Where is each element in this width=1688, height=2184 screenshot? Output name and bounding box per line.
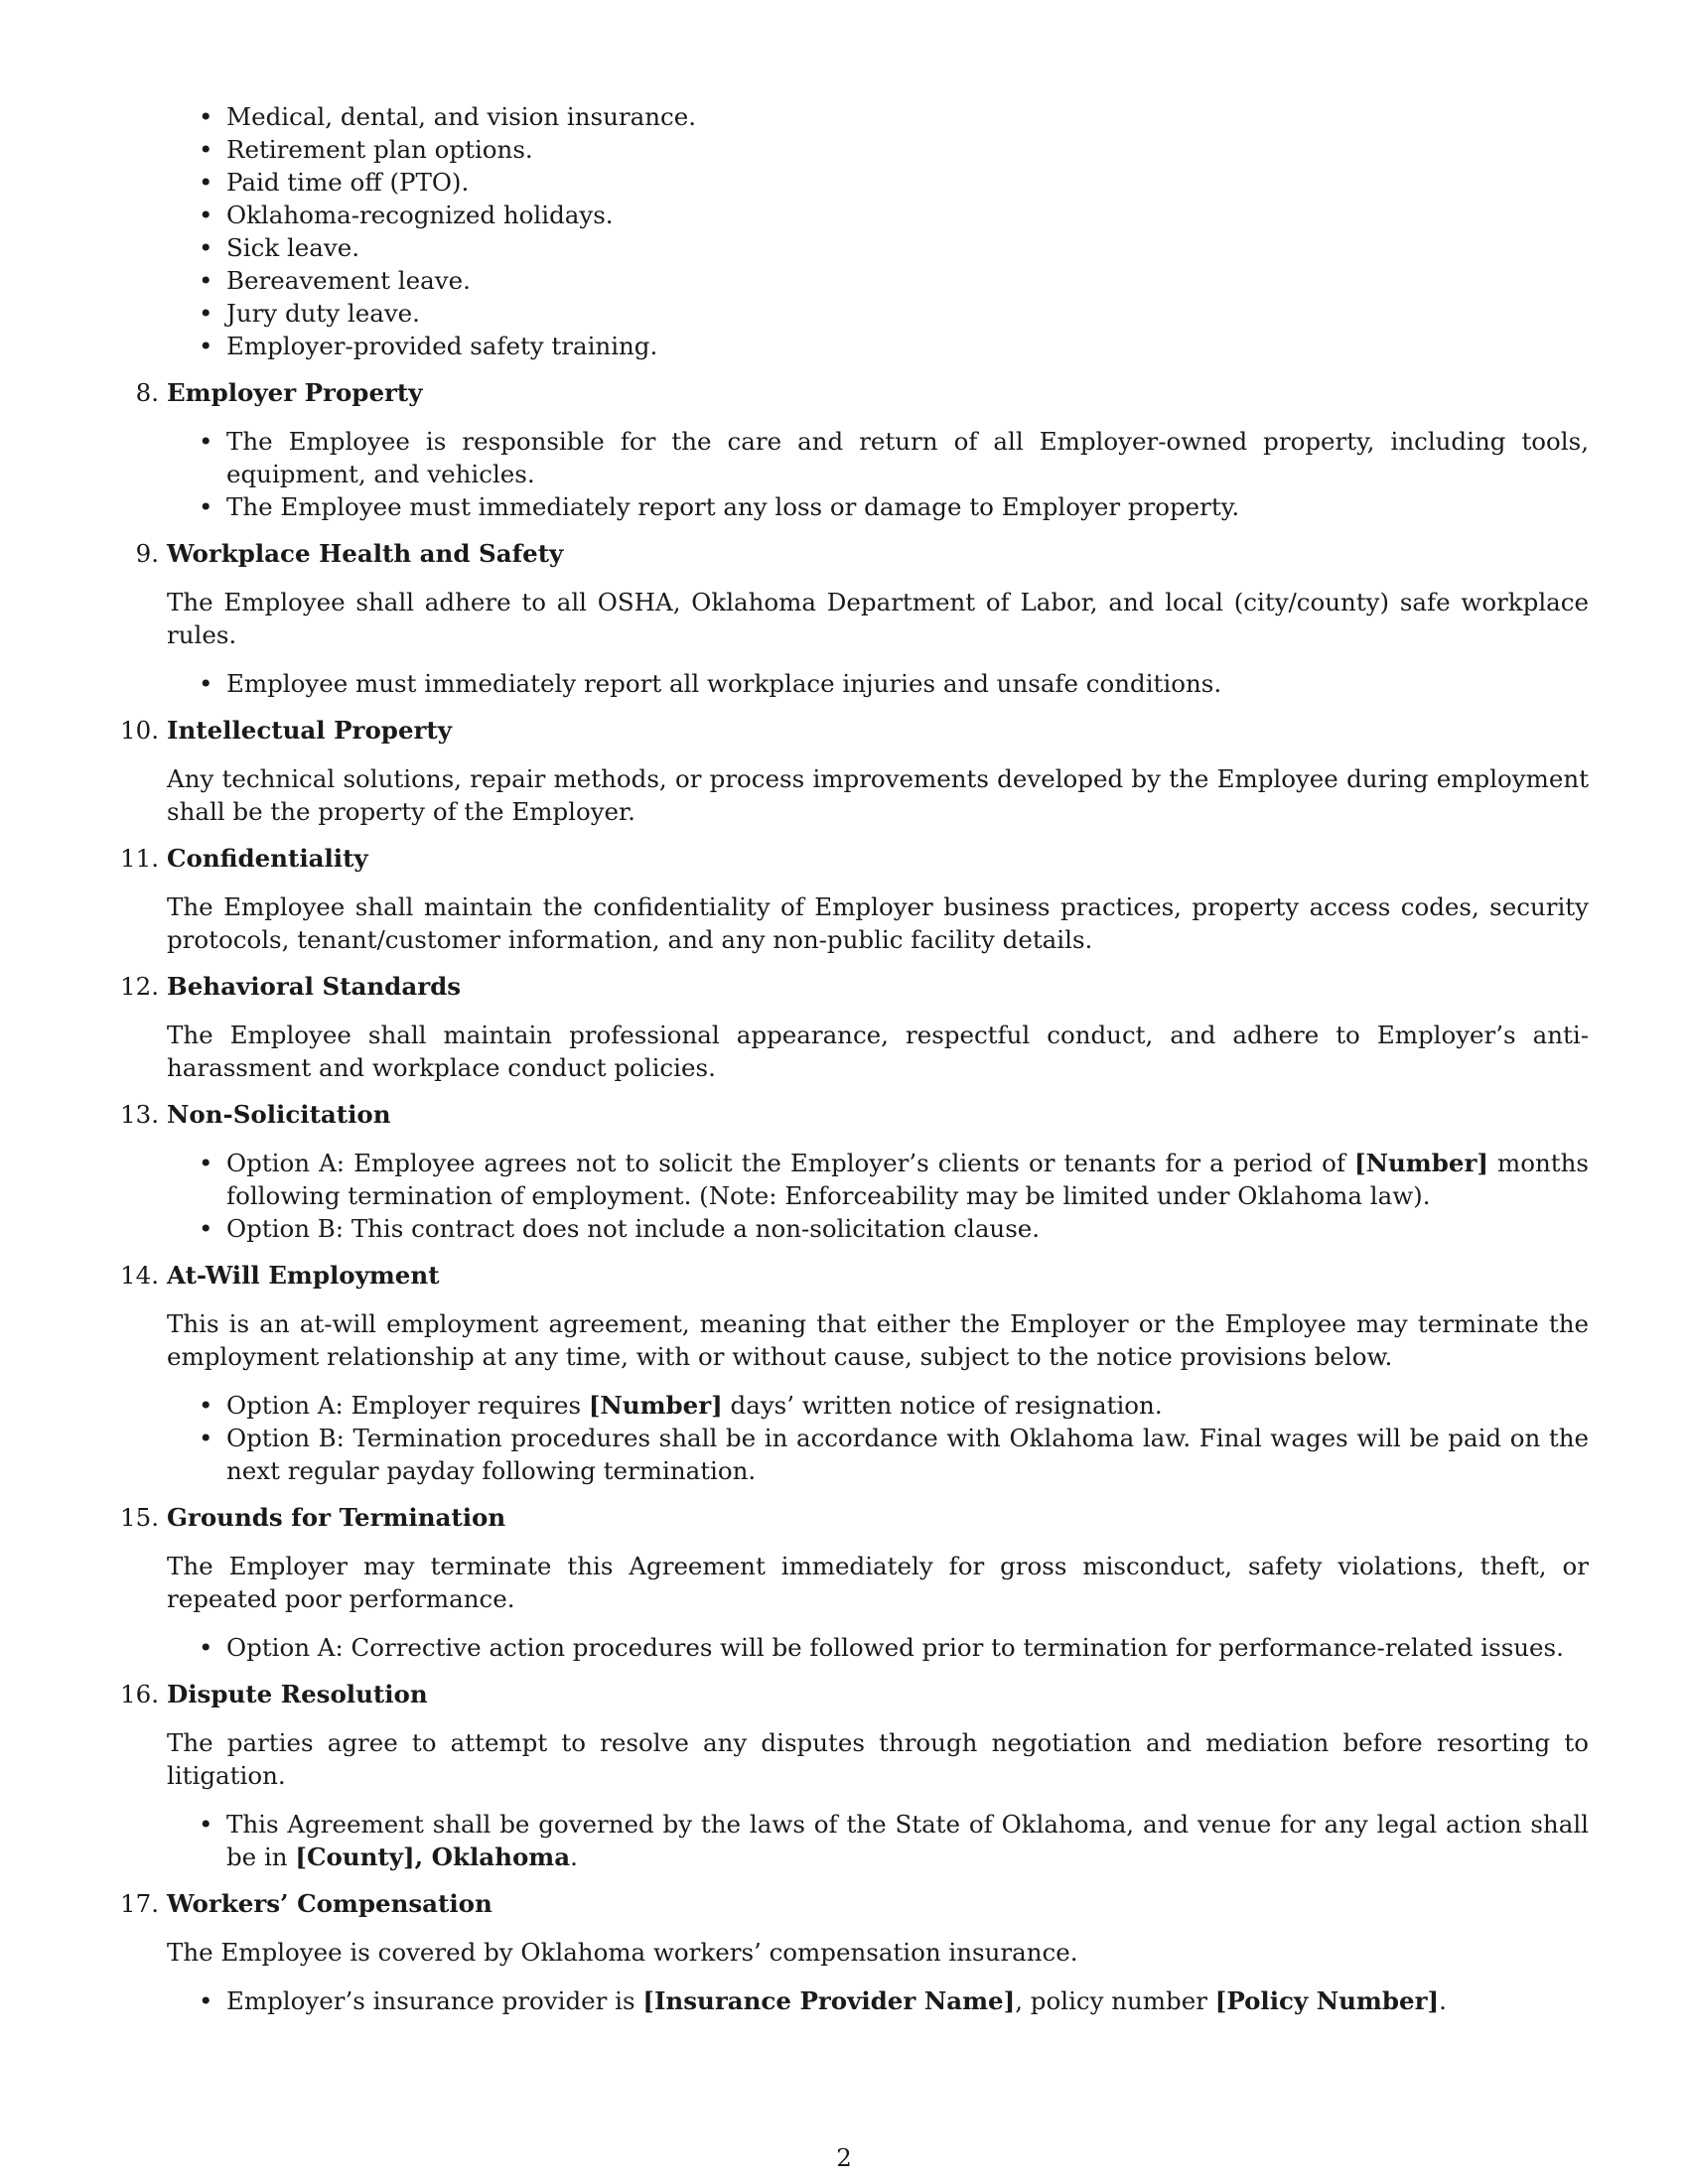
section-number: 16. bbox=[120, 1680, 159, 1708]
section-number: 11. bbox=[120, 844, 159, 873]
section-heading bbox=[120, 1887, 1589, 1920]
list-item: • The Employee must immediately report any loss or damage to Employer property. bbox=[226, 490, 1589, 523]
text-run: Option A: Employee agrees not to solicit the Employer’s clients or tenants for a period of bbox=[226, 1149, 1354, 1177]
section-grounds-for-termination bbox=[120, 1501, 1589, 1664]
section-body bbox=[167, 1147, 1589, 1245]
section-body bbox=[167, 1019, 1589, 1084]
section-paragraph: The parties agree to attempt to resolve any disputes through negotiation and mediation before resorting to litigation. bbox=[167, 1728, 1589, 1790]
bullet-list bbox=[167, 1389, 1589, 1487]
section-number: 14. bbox=[120, 1261, 159, 1290]
document-content bbox=[120, 100, 1589, 2017]
section-dispute-resolution bbox=[120, 1678, 1589, 1873]
benefit-item: • Paid time off (PTO). bbox=[226, 166, 1589, 199]
section-body bbox=[167, 1307, 1589, 1487]
section-number: 8. bbox=[135, 378, 159, 407]
section-number: 10. bbox=[120, 716, 159, 745]
section-employer-property bbox=[135, 376, 1589, 523]
section-body bbox=[167, 1936, 1589, 2017]
text-run: months following termination of employment. (Note: Enforceability may be limited under Oklahoma law). bbox=[226, 1149, 1589, 1210]
benefit-item: • Oklahoma-recognized holidays. bbox=[226, 199, 1589, 231]
section-title: Workers’ Compensation bbox=[167, 1889, 492, 1918]
bullet-list bbox=[167, 425, 1589, 523]
section-heading bbox=[120, 1501, 1589, 1534]
list-item: • Employee must immediately report all workplace injuries and unsafe conditions. bbox=[226, 667, 1589, 700]
placeholder-field: [County], Oklahoma bbox=[295, 1843, 571, 1871]
section-number: 12. bbox=[120, 972, 159, 1001]
benefit-item: • Sick leave. bbox=[226, 231, 1589, 264]
section-behavioral-standards bbox=[120, 970, 1589, 1084]
benefit-item: • Retirement plan options. bbox=[226, 133, 1589, 166]
section-number: 15. bbox=[120, 1503, 159, 1532]
bullet-list bbox=[167, 1808, 1589, 1873]
section-heading bbox=[120, 714, 1589, 747]
benefit-item: • Jury duty leave. bbox=[226, 297, 1589, 330]
section-heading bbox=[120, 970, 1589, 1003]
section-number: 9. bbox=[135, 539, 159, 568]
section-non-solicitation bbox=[120, 1098, 1589, 1245]
text-run: This Agreement shall be governed by the laws of the State of Oklahoma, and venue for any legal action shall be in bbox=[226, 1810, 1589, 1871]
benefit-item: • Medical, dental, and vision insurance. bbox=[226, 100, 1589, 133]
list-item: • Option B: Termination procedures shall be in accordance with Oklahoma law. Final wages will be paid on the next regular payday following termination. bbox=[226, 1422, 1589, 1487]
list-item: • Option A: Corrective action procedures will be followed prior to termination for performance-related issues. bbox=[226, 1631, 1589, 1664]
benefits-list bbox=[167, 100, 1589, 362]
section-at-will-employment bbox=[120, 1259, 1589, 1487]
section-confidentiality bbox=[120, 842, 1589, 956]
section-heading bbox=[135, 376, 1589, 409]
section-body bbox=[167, 586, 1589, 700]
section-body bbox=[167, 425, 1589, 523]
section-title: Non-Solicitation bbox=[167, 1100, 391, 1129]
list-item bbox=[226, 1984, 1589, 2017]
section-workplace-health-safety bbox=[135, 537, 1589, 700]
section-paragraph: The Employee shall adhere to all OSHA, Oklahoma Department of Labor, and local (city/county) safe workplace rules. bbox=[167, 588, 1589, 649]
section-heading bbox=[120, 1678, 1589, 1710]
section-number: 17. bbox=[120, 1889, 159, 1918]
section-heading bbox=[120, 1098, 1589, 1131]
section-paragraph: The Employee is covered by Oklahoma workers’ compensation insurance. bbox=[167, 1938, 1078, 1967]
list-item bbox=[226, 1389, 1589, 1422]
section-intellectual-property bbox=[120, 714, 1589, 828]
section-body bbox=[167, 762, 1589, 828]
placeholder-field: [Number] bbox=[1354, 1149, 1488, 1177]
list-item: • The Employee is responsible for the care and return of all Employer-owned property, including tools, equipment, and vehicles. bbox=[226, 425, 1589, 490]
section-paragraph: Any technical solutions, repair methods, or process improvements developed by the Employee during employment shall be the property of the Employer. bbox=[167, 764, 1589, 826]
bullet-list bbox=[167, 667, 1589, 700]
section-title: Confidentiality bbox=[167, 844, 368, 873]
text-run: . bbox=[570, 1843, 578, 1871]
bullet-list bbox=[167, 1631, 1589, 1664]
text-run: , policy number bbox=[1015, 1986, 1215, 2015]
section-heading bbox=[120, 842, 1589, 875]
bullet-list bbox=[167, 1984, 1589, 2017]
list-item bbox=[226, 1147, 1589, 1212]
benefit-item: • Bereavement leave. bbox=[226, 264, 1589, 297]
section-body bbox=[167, 1726, 1589, 1873]
list-item bbox=[226, 1808, 1589, 1873]
section-title: Intellectual Property bbox=[167, 716, 452, 745]
list-item: • Option B: This contract does not include a non-solicitation clause. bbox=[226, 1212, 1589, 1245]
section-title: Dispute Resolution bbox=[167, 1680, 428, 1708]
section-workers-compensation bbox=[120, 1887, 1589, 2017]
section-title: Grounds for Termination bbox=[167, 1503, 506, 1532]
section-title: Employer Property bbox=[167, 378, 423, 407]
section-paragraph: This is an at-will employment agreement, meaning that either the Employer or the Employee may terminate the employment relationship at any time, with or without cause, subject to the notice provisions below. bbox=[167, 1309, 1589, 1371]
section-title: Workplace Health and Safety bbox=[167, 539, 564, 568]
section-heading bbox=[135, 537, 1589, 570]
benefit-item: • Employer-provided safety training. bbox=[226, 330, 1589, 362]
section-title: At-Will Employment bbox=[167, 1261, 440, 1290]
section-body bbox=[167, 890, 1589, 956]
text-run: Employer’s insurance provider is bbox=[226, 1986, 643, 2015]
text-run: days’ written notice of resignation. bbox=[722, 1391, 1163, 1420]
placeholder-field: [Policy Number] bbox=[1214, 1986, 1440, 2015]
section-paragraph: The Employer may terminate this Agreement immediately for gross misconduct, safety violations, theft, or repeated poor performance. bbox=[167, 1552, 1589, 1613]
section-body bbox=[167, 1550, 1589, 1664]
section-title: Behavioral Standards bbox=[167, 972, 462, 1001]
bullet-list bbox=[167, 1147, 1589, 1245]
section-number: 13. bbox=[120, 1100, 159, 1129]
section-heading bbox=[120, 1259, 1589, 1292]
section-paragraph: The Employee shall maintain the confidentiality of Employer business practices, property access codes, security protocols, tenant/customer information, and any non-public facility details. bbox=[167, 892, 1589, 954]
text-run: Option A: Employer requires bbox=[226, 1391, 589, 1420]
page-number: 2 bbox=[836, 2143, 852, 2172]
section-paragraph: The Employee shall maintain professional appearance, respectful conduct, and adhere to Employer’s anti-harassment and workplace conduct policies. bbox=[167, 1021, 1589, 1082]
text-run: . bbox=[1439, 1986, 1447, 2015]
placeholder-field: [Number] bbox=[588, 1391, 723, 1420]
placeholder-field: [Insurance Provider Name] bbox=[642, 1986, 1016, 2015]
